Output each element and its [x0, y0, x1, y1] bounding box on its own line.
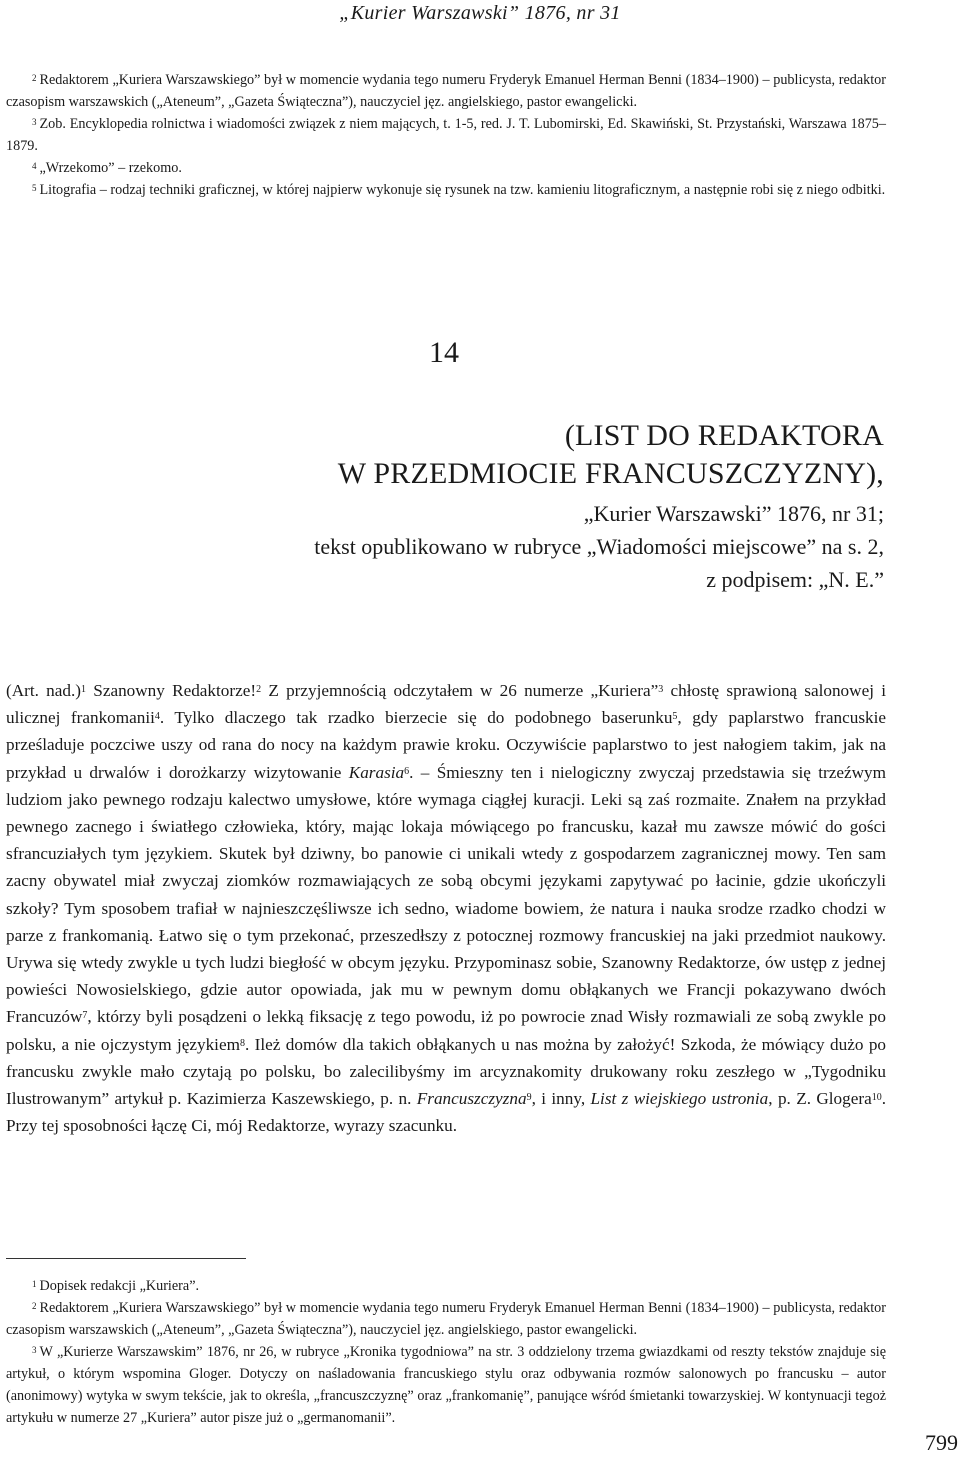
- footnote-ref: 10: [871, 1092, 882, 1104]
- text-segment: , którzy byli posądzeni o lekką fiksację z tego powodu, iż po powrocie znad Wisły rozmawiali ze sobą zwykle po polsku, a nie ojczystym językiem: [6, 1007, 886, 1054]
- text-segment: Z przyjemnością odczytałem w 26 numerze „Kuriera”: [261, 681, 659, 700]
- footnote-bottom-2: [6, 1297, 886, 1341]
- footnote-top-3: [6, 113, 886, 157]
- footnote-ref: 7: [82, 1010, 88, 1022]
- footnote-text: Dopisek redakcji „Kuriera”.: [39, 1278, 200, 1294]
- footnote-number: 3: [32, 1345, 37, 1355]
- footnote-ref: 4: [154, 711, 160, 723]
- footnote-number: 2: [32, 73, 37, 83]
- bottom-footnotes: [6, 1275, 886, 1429]
- title-line-2: W PRZEDMIOCIE FRANCUSZCZYZNY),: [337, 457, 884, 490]
- chapter-title: [314, 417, 884, 596]
- title-line-1: (LIST DO REDAKTORA: [564, 419, 884, 452]
- footnote-ref: 9: [526, 1092, 532, 1104]
- text-segment: , gdy paplarstwo francuskie prześladuje poczciwe uszy od rana do nocy na każdym prawie kroku. Oczywiście paplarstwo to jest nałogiem takim, jak na przykład u drwalów i dorożkarzy wizytowanie: [6, 708, 886, 782]
- text-segment: , p. Z. Glogera: [768, 1089, 872, 1109]
- italic-title: List z wiejskiego ustronia: [590, 1089, 769, 1109]
- footnote-bottom-1: [6, 1275, 886, 1297]
- footnote-ref: 5: [672, 711, 678, 723]
- italic-term: Karasia: [348, 762, 405, 782]
- text-segment: , i inny,: [531, 1089, 591, 1109]
- footnote-ref: 3: [658, 684, 664, 695]
- text-segment: Szanowny Redaktorze!: [86, 681, 257, 700]
- text-segment: . Tylko dlaczego tak rzadko bierzecie się do podobnego baserunku: [159, 708, 673, 728]
- footnote-separator: [6, 1258, 246, 1259]
- running-header: „Kurier Warszawski” 1876, nr 31: [339, 2, 621, 24]
- footnote-text: „Wrzekomo” – rzekomo.: [39, 160, 182, 176]
- page-number: 799: [925, 1430, 958, 1455]
- letter-body: [6, 677, 886, 1139]
- footnote-number: 3: [32, 117, 37, 127]
- footnote-text: Litografia – rodzaj techniki graficznej, w której najpierw wykonuje się rysunek na tzw. kamieniu litograficznym, a następnie robi się z niego odbitki.: [39, 182, 886, 198]
- footnote-ref: 2: [256, 684, 262, 695]
- text-segment: . Przy tej sposobności łączę Ci, mój Redaktorze, wyrazy szacunku.: [6, 1089, 887, 1136]
- footnote-text: Redaktorem „Kuriera Warszawskiego” był w momencie wydania tego numeru Fryderyk Emanuel Herman Benni (1834–1900) – publicysta, redaktor czasopism warszawskich („Ateneum”, „Gazeta Świąteczna”), nauczyciel jęz. angielskiego, pastor ewangelicki.: [6, 1300, 886, 1338]
- title-rubric-line: tekst opublikowano w rubryce „Wiadomości miejscowe” na s. 2,: [314, 534, 884, 559]
- text-segment: . Ileż domów dla takich obłąkanych u nas można by założyć! Szkoda, że mówiący dużo po francusku zwykle mało czytają po polsku, bo zalecilibyśmy im arcyznakomity drukowany roku zeszłego w „Tygodniku Ilustrowanym” artykuł p. Kazimierza Kaszewskiego, p. n.: [6, 1034, 887, 1109]
- footnote-ref: 6: [404, 765, 410, 777]
- title-signature-line: z podpisem: „N. E.”: [706, 567, 884, 592]
- title-source-line: „Kurier Warszawski” 1876, nr 31;: [583, 501, 884, 526]
- text-segment: chłostę sprawioną salonowej i ulicznej frankomanii: [6, 681, 886, 728]
- letter-paragraph: [6, 677, 886, 1139]
- footnote-ref: 8: [239, 1037, 245, 1049]
- footnote-bottom-3: [6, 1341, 886, 1429]
- top-footnotes: [6, 69, 886, 201]
- text-segment: (Art. nad.): [6, 681, 82, 700]
- footnote-top-5: [6, 179, 886, 201]
- text-segment: . – Śmieszny ten i nielogiczny zwyczaj przedstawia się trzeźwym ludziom jako pewnego rodzaju kalectwo umysłowe, które wymaga ciągłej kuracji. Leki są zaś rozmaite. Znałem na przykład pewnego zacnego i światłego człowieka, który, mając lokaja mówiącego po francusku, kazał mu zawsze mówić do gości sfrancuziałych tym językiem. Skutek był dziwny, bo panowie ci unikali wtedy z gospodarzem zagranicznej mowy. Ten sam zacny obywatel miał zwyczaj ziomków rozmawiających ze sobą obcymi językami zapytywać po łacinie, gdzie ukończyli szkoły? Tym sposobem trafiał w najnieszczęśliwsze ich sedno, wiadome bowiem, że natura i nauka srodze rzadko chodzi w parze z frankomanią. Łatwo się o tym przekonać, przeszedłszy z potocznej rozmowy francuskiej na jaki przedmiot naukowy. Urywa się wtedy zwykle u tych ludzi biegłość w obcym języku. Przypominasz sobie, Szanowny Redaktorze, ów ustęp z jednej powieści Nowosielskiego, gdzie autor opowiada, jak mu w pewnym domu obłąkanych we Francji pokazywano dwóch Francuzów: [6, 762, 886, 1027]
- footnote-number: 5: [32, 183, 37, 193]
- italic-title: Francuszczyzna: [416, 1089, 527, 1109]
- footnote-text: Zob. Encyklopedia rolnictwa i wiadomości związek z niem mających, t. 1-5, red. J. T. Lubomirski, Ed. Skawiński, St. Przystański, Warszawa 1875–1879.: [6, 116, 886, 154]
- footnote-number: 1: [32, 1279, 37, 1289]
- footnote-ref: 1: [81, 684, 87, 695]
- chapter-number: 14: [429, 336, 459, 369]
- footnote-number: 2: [32, 1301, 37, 1311]
- footnote-text: W „Kurierze Warszawskim” 1876, nr 26, w rubryce „Kronika tygodniowa” na str. 3 oddzielony trzema gwiazdkami od reszty tekstów znajduje się artykuł, o którym wspomina Gloger. Dotyczy on naśladowania francuskiego stylu oraz odbywania rozmów salonowych po francusku – autor (anonimowy) wytyka w swym tekście, jak to określa, „francuszczyznę” oraz „frankomanię”, panujące wśród śmietanki towarzyskiej. W kontynuacji tegoż artykułu w numerze 27 „Kuriera” autor pisze już o „germanomanii”.: [6, 1344, 886, 1426]
- footnote-number: 4: [32, 161, 37, 171]
- footnote-top-4: [6, 157, 886, 179]
- footnote-text: Redaktorem „Kuriera Warszawskiego” był w momencie wydania tego numeru Fryderyk Emanuel Herman Benni (1834–1900) – publicysta, redaktor czasopism warszawskich („Ateneum”, „Gazeta Świąteczna”), nauczyciel jęz. angielskiego, pastor ewangelicki.: [6, 72, 886, 110]
- footnote-top-2: [6, 69, 886, 113]
